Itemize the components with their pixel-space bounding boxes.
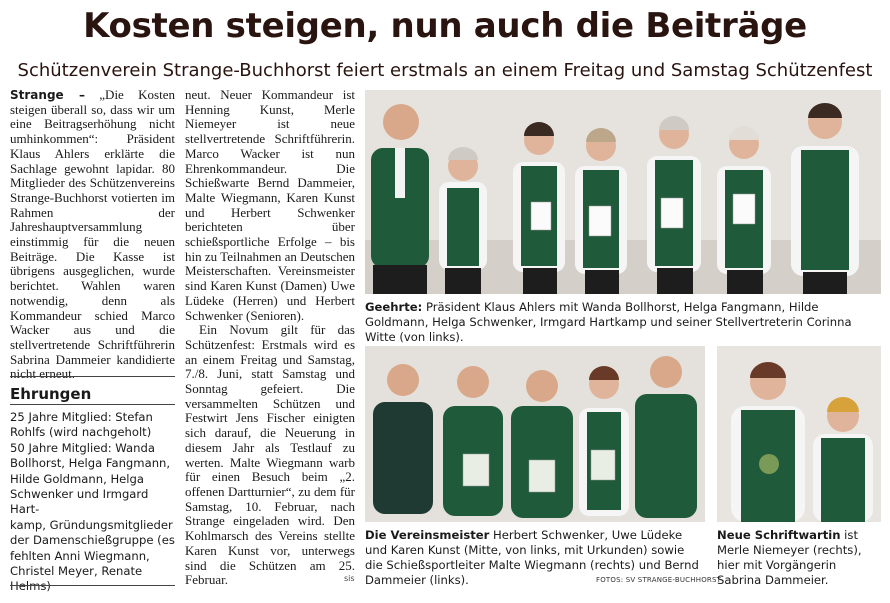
ehrungen-line: der Damenschießgruppe (es <box>10 533 175 548</box>
ehrungen-line: Bollhorst, Helga Fangmann, <box>10 456 171 471</box>
ehrungen-list <box>10 410 180 595</box>
article-text-col2-p1: neut. Neuer Kommandeur ist Henning Kunst, Merle Niemeyer ist neue stellvertretende Schriftführerin. Marco Wacker ist nun Ehrenkommandeur. Die Schießwarte Bernd Dammeier, Malte Wiegmann, Karen Kunst und Herbert Schwenker berichteten über schießsportliche Erfolge – bis hin zu Teilnahmen an Deutschen Meisterschaften. Vereinsmeister sind Karen Kunst (Damen) Uwe Lüdeke (Herren) und Herbert Schwenker (Senioren). <box>185 87 355 323</box>
caption-new-secretary <box>717 528 881 588</box>
article-text-col1: „Die Kosten steigen überall so, dass wir um eine Beitragserhöhung nicht umhinkommen“: Präsident Klaus Ahlers erklärte die Sachlage gewohnt lapidar. 80 Mitglieder des Schützenvereins Strange-Buchhorst votierten im Rahmen der Jahreshauptversammlung einstimmig für die neuen Beiträge. Die Kasse ist übrigens ausgeglichen, wurde berichtet. Wahlen waren notwendig, denn als Kommandeur schied Marco Wacker aus und die stellvertretende Schriftführerin Sabrina Dammeier kandidierte nicht erneut. <box>10 87 175 382</box>
headline: Kosten steigen, nun auch die Beiträge <box>83 6 807 46</box>
photo-honorees-illustration <box>365 90 881 294</box>
caption-club-champions-lead: Die Vereinsmeister <box>365 528 490 542</box>
photo-credit: FOTOS: SV STRANGE-BUCHHORST <box>596 576 722 584</box>
photo-club-champions <box>365 346 705 522</box>
article-column-2 <box>185 88 355 588</box>
ehrungen-line: Hilde Goldmann, Helga <box>10 471 144 486</box>
ehrungen-line: 50 Jahre Mitglied: Wanda <box>10 440 155 455</box>
subheadline: Schützenverein Strange-Buchhorst feiert erstmals an einem Freitag und Samstag Schützenfest <box>17 60 873 81</box>
caption-honorees-text: Präsident Klaus Ahlers mit Wanda Bollhorst, Helga Fangmann, Hilde Goldmann, Helga Schwenker, Irmgard Hartkamp und seiner Stellvertreterin Corinna Witte (von links). <box>365 300 852 344</box>
photo-new-secretary <box>717 346 881 522</box>
caption-new-secretary-text: ist Merle Niemeyer (rechts), hier mit Vorgängerin Sabrina Dammeier. <box>717 528 862 587</box>
ehrungen-line: Rohlfs (wird nachgeholt) <box>10 425 152 440</box>
article-text-col2-p2: Ein Novum gilt für das Schützenfest: Erstmals wird es an einem Freitag und Samstag, 7./8. Juni, statt Samstag und Sonntag gefeiert. Die versammelten Schützen und Festwirt Jens Fischer einigten sich darauf, die Neuerung in diesem Jahr als Testlauf zu werten. Malte Wiegmann warb für einen Besuch beim „2. offenen Dartturnier“, zu dem für Samstag, 10. Februar, nach Strange eingeladen wird. Den Kohlmarsch des Vereins stellte Karen Kunst vor, unterwegs sind die Schützen am 25. Februar. <box>185 322 355 588</box>
ehrungen-line: Christel Meyer, Renate <box>10 564 143 579</box>
ehrungen-bottom-rule <box>10 585 175 586</box>
ehrungen-line: 25 Jahre Mitglied: Stefan <box>10 410 153 424</box>
author-signature: sis <box>344 574 355 583</box>
ehrungen-line: kamp, Gründungsmitglieder <box>10 517 173 532</box>
article-column-1 <box>10 88 175 382</box>
dateline: Strange – <box>10 88 85 102</box>
caption-club-champions-text: Herbert Schwenker, Uwe Lüdeke und Karen Kunst (Mitte, von links, mit Urkunden) sowie die Schießsportleiter Malte Wiegmann (rechts) und Bernd Dammeier (links). <box>365 528 699 587</box>
caption-honorees <box>365 300 881 345</box>
caption-new-secretary-lead: Neue Schriftwartin <box>717 528 841 542</box>
ehrungen-line: Schwenker und Irmgard Hart- <box>10 487 149 517</box>
photo-honorees <box>365 90 881 294</box>
ehrungen-title-rule <box>10 404 175 405</box>
ehrungen-top-rule <box>10 376 175 377</box>
caption-honorees-lead: Geehrte: <box>365 300 423 314</box>
ehrungen-title: Ehrungen <box>10 385 92 403</box>
photo-new-secretary-illustration <box>717 346 881 522</box>
photo-club-champions-illustration <box>365 346 705 522</box>
ehrungen-line: fehlten Anni Wiegmann, <box>10 548 150 563</box>
ehrungen-line: Helms) <box>10 579 51 594</box>
